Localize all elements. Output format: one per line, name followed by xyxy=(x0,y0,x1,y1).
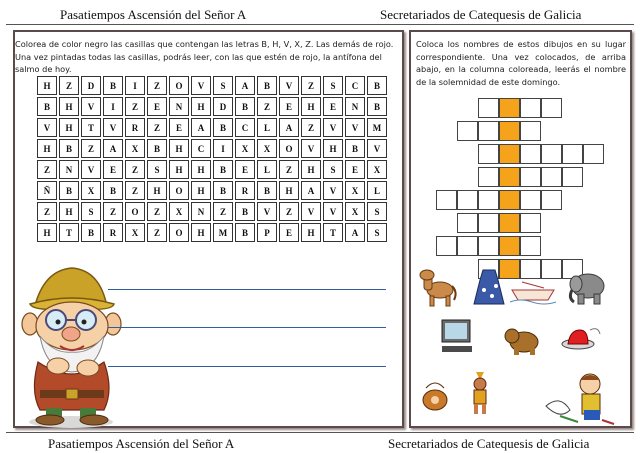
grid-cell[interactable]: Z xyxy=(59,76,79,95)
crossword-cell[interactable] xyxy=(520,144,541,164)
grid-cell[interactable]: Z xyxy=(213,202,233,221)
grid-cell[interactable]: N xyxy=(191,202,211,221)
grid-cell[interactable]: Z xyxy=(37,160,57,179)
grid-cell[interactable]: V xyxy=(103,118,123,137)
grid-cell[interactable]: H xyxy=(191,97,211,116)
grid-cell[interactable]: S xyxy=(367,223,387,242)
grid-cell[interactable]: B xyxy=(81,223,101,242)
grid-cell[interactable]: Z xyxy=(81,139,101,158)
grid-cell[interactable]: V xyxy=(279,76,299,95)
grid-cell[interactable]: Z xyxy=(125,160,145,179)
grid-cell[interactable]: Z xyxy=(147,76,167,95)
crossword-cell[interactable] xyxy=(478,236,499,256)
grid-cell[interactable]: L xyxy=(367,181,387,200)
grid-cell[interactable]: V xyxy=(323,118,343,137)
grid-cell[interactable]: O xyxy=(279,139,299,158)
grid-cell[interactable]: X xyxy=(81,181,101,200)
crossword-cell[interactable] xyxy=(562,144,583,164)
grid-cell[interactable]: Z xyxy=(125,181,145,200)
grid-cell[interactable]: B xyxy=(235,97,255,116)
grid-cell[interactable]: H xyxy=(37,223,57,242)
grid-cell[interactable]: V xyxy=(323,202,343,221)
crossword-instructions: Coloca los nombres de estos dibujos en su lugar correspondiente. Una vez colocados, de arriba abajo, en la columna coloreada, leerás el nombre de la solemnidad de este domingo. xyxy=(416,39,626,87)
grid-cell[interactable]: T xyxy=(323,223,343,242)
grid-cell[interactable]: B xyxy=(345,139,365,158)
grid-cell[interactable]: T xyxy=(81,118,101,137)
grid-cell[interactable]: L xyxy=(257,160,277,179)
grid-cell[interactable]: X xyxy=(257,139,277,158)
grid-row xyxy=(37,118,387,137)
grid-cell[interactable]: X xyxy=(125,223,145,242)
grid-cell[interactable]: R xyxy=(103,223,123,242)
crossword-cell[interactable] xyxy=(478,121,499,141)
grid-cell[interactable]: Z xyxy=(147,118,167,137)
grid-cell[interactable]: B xyxy=(103,76,123,95)
grid-cell[interactable]: Z xyxy=(279,202,299,221)
grid-cell[interactable]: H xyxy=(323,139,343,158)
crossword-cell[interactable] xyxy=(436,236,457,256)
crossword-cell[interactable] xyxy=(583,144,604,164)
grid-row xyxy=(37,160,387,179)
grid-cell[interactable]: V xyxy=(367,139,387,158)
footer-right-title: Secretariados de Catequesis de Galicia xyxy=(388,436,590,451)
grid-cell[interactable]: B xyxy=(257,181,277,200)
grid-cell[interactable]: V xyxy=(301,202,321,221)
grid-cell[interactable]: X xyxy=(367,160,387,179)
elephant-icon xyxy=(566,268,608,306)
grid-cell[interactable]: H xyxy=(191,160,211,179)
grid-cell[interactable]: A xyxy=(191,118,211,137)
grid-cell[interactable]: H xyxy=(59,118,79,137)
page-header xyxy=(0,0,640,26)
grid-cell[interactable]: S xyxy=(323,76,343,95)
letter-grid xyxy=(35,74,389,244)
grid-cell[interactable]: Z xyxy=(125,97,145,116)
grid-cell[interactable]: V xyxy=(301,139,321,158)
grid-row xyxy=(37,97,387,116)
grid-cell[interactable]: X xyxy=(169,202,189,221)
horse-icon xyxy=(418,266,458,308)
grid-cell[interactable]: V xyxy=(37,118,57,137)
answer-line[interactable] xyxy=(108,327,386,328)
grid-cell[interactable]: S xyxy=(367,202,387,221)
bear-icon xyxy=(504,322,540,356)
crossword-cell[interactable] xyxy=(436,190,457,210)
crossword-cell[interactable] xyxy=(562,167,583,187)
grid-cell[interactable]: R xyxy=(235,181,255,200)
grid-cell[interactable]: B xyxy=(367,76,387,95)
grid-cell[interactable]: D xyxy=(213,97,233,116)
footer-left-title: Pasatiempos Ascensión del Señor A xyxy=(48,436,235,451)
grid-cell[interactable]: H xyxy=(147,181,167,200)
crossword-cell[interactable] xyxy=(457,121,478,141)
grid-cell[interactable]: B xyxy=(59,139,79,158)
footer-divider xyxy=(6,432,634,433)
highlight-cell[interactable] xyxy=(499,144,520,164)
crossword-cell[interactable] xyxy=(478,213,499,233)
crossword-cell[interactable] xyxy=(457,236,478,256)
grid-cell[interactable]: P xyxy=(257,223,277,242)
grid-cell[interactable]: B xyxy=(147,139,167,158)
grid-cell[interactable]: B xyxy=(367,97,387,116)
grid-cell[interactable]: S xyxy=(147,160,167,179)
grid-cell[interactable]: S xyxy=(81,202,101,221)
answer-line[interactable] xyxy=(108,289,386,290)
grid-cell[interactable]: H xyxy=(301,223,321,242)
grid-cell[interactable]: H xyxy=(169,160,189,179)
grid-cell[interactable]: H xyxy=(59,202,79,221)
grid-cell[interactable]: O xyxy=(169,223,189,242)
grid-cell[interactable]: H xyxy=(301,97,321,116)
grid-cell[interactable]: E xyxy=(103,160,123,179)
grid-cell[interactable]: X xyxy=(345,202,365,221)
grid-cell[interactable]: R xyxy=(125,118,145,137)
grid-cell[interactable]: A xyxy=(345,223,365,242)
grid-cell[interactable]: A xyxy=(103,139,123,158)
grid-cell[interactable]: O xyxy=(125,202,145,221)
crossword-cell[interactable] xyxy=(541,167,562,187)
crossword-cell[interactable] xyxy=(520,236,541,256)
grid-cell[interactable]: B xyxy=(235,223,255,242)
crossword-cell[interactable] xyxy=(457,213,478,233)
grid-cell[interactable]: H xyxy=(59,97,79,116)
grid-cell[interactable]: X xyxy=(235,139,255,158)
grid-cell[interactable]: I xyxy=(103,97,123,116)
grid-cell[interactable]: S xyxy=(323,160,343,179)
grid-cell[interactable]: A xyxy=(301,181,321,200)
grid-cell[interactable]: S xyxy=(213,76,233,95)
grid-cell[interactable]: V xyxy=(257,202,277,221)
crossword-cell[interactable] xyxy=(478,98,499,118)
grid-cell[interactable]: V xyxy=(323,181,343,200)
computer-icon xyxy=(440,318,474,356)
grid-row xyxy=(37,139,387,158)
grid-cell[interactable]: X xyxy=(125,139,145,158)
grid-cell[interactable]: H xyxy=(301,160,321,179)
grid-cell[interactable]: Z xyxy=(147,202,167,221)
crossword-cell[interactable] xyxy=(520,98,541,118)
indian-figure-icon xyxy=(466,370,494,416)
grid-cell[interactable]: L xyxy=(257,118,277,137)
page-footer xyxy=(0,432,640,453)
grid-cell[interactable]: C xyxy=(191,139,211,158)
grid-cell[interactable]: C xyxy=(345,76,365,95)
grid-cell[interactable]: Z xyxy=(257,97,277,116)
crossword-cell[interactable] xyxy=(457,190,478,210)
grid-cell[interactable]: X xyxy=(345,181,365,200)
crossword-cell[interactable] xyxy=(520,167,541,187)
grid-cell[interactable]: B xyxy=(257,76,277,95)
child-drawing-icon xyxy=(540,370,618,426)
grid-cell[interactable]: N xyxy=(345,97,365,116)
highlight-cell[interactable] xyxy=(499,167,520,187)
crossword-cell[interactable] xyxy=(520,121,541,141)
grid-cell[interactable]: E xyxy=(345,160,365,179)
dwarf-illustration xyxy=(16,262,128,430)
grid-cell[interactable]: B xyxy=(103,181,123,200)
grid-cell[interactable]: V xyxy=(345,118,365,137)
header-left-title: Pasatiempos Ascensión del Señor A xyxy=(60,7,247,22)
grid-row xyxy=(37,223,387,242)
answer-line[interactable] xyxy=(108,366,386,367)
grid-cell[interactable]: H xyxy=(37,76,57,95)
grid-cell[interactable]: Z xyxy=(147,223,167,242)
grid-cell[interactable]: O xyxy=(169,76,189,95)
grid-cell[interactable]: Ñ xyxy=(37,181,57,200)
grid-cell[interactable]: I xyxy=(213,139,233,158)
grid-cell[interactable]: H xyxy=(169,139,189,158)
grid-cell[interactable]: D xyxy=(81,76,101,95)
grid-cell[interactable]: Z xyxy=(301,118,321,137)
word-search-instructions: Colorea de color negro las casillas que contengan las letras B, H, V, X, Z. Las demás de rojo. Una vez pintadas todas las casillas, podrás leer, con las que estén de rojo, la antífona del salmo de hoy. xyxy=(15,39,394,74)
grid-cell[interactable]: B xyxy=(37,97,57,116)
grid-cell[interactable]: H xyxy=(191,223,211,242)
dress-icon xyxy=(472,266,506,308)
grid-cell[interactable]: V xyxy=(81,160,101,179)
grid-cell[interactable]: E xyxy=(147,97,167,116)
crossword-cell[interactable] xyxy=(541,190,562,210)
grid-cell[interactable]: E xyxy=(169,118,189,137)
crossword-cell[interactable] xyxy=(520,190,541,210)
grid-cell[interactable]: A xyxy=(279,118,299,137)
grid-cell[interactable]: Z xyxy=(279,160,299,179)
grid-cell[interactable]: C xyxy=(235,118,255,137)
grid-cell[interactable]: N xyxy=(169,97,189,116)
crossword-cell[interactable] xyxy=(478,144,499,164)
grid-cell[interactable]: H xyxy=(37,139,57,158)
grid-cell[interactable]: B xyxy=(213,181,233,200)
header-divider xyxy=(6,24,634,25)
bag-icon xyxy=(420,378,450,418)
highlight-cell[interactable] xyxy=(499,121,520,141)
grid-cell[interactable]: E xyxy=(235,160,255,179)
grid-cell[interactable]: E xyxy=(323,97,343,116)
crossword-cell[interactable] xyxy=(478,167,499,187)
grid-cell[interactable]: M xyxy=(367,118,387,137)
grid-cell[interactable]: B xyxy=(213,160,233,179)
grid-cell[interactable]: B xyxy=(59,181,79,200)
grid-cell[interactable]: Z xyxy=(301,76,321,95)
grid-row xyxy=(37,76,387,95)
grid-cell[interactable]: T xyxy=(59,223,79,242)
highlight-cell[interactable] xyxy=(499,213,520,233)
grid-cell[interactable]: H xyxy=(191,181,211,200)
grid-cell[interactable]: I xyxy=(125,76,145,95)
highlight-cell[interactable] xyxy=(499,190,520,210)
grid-cell[interactable]: E xyxy=(279,97,299,116)
header-right-title: Secretariados de Catequesis de Galicia xyxy=(380,7,582,22)
grid-cell[interactable]: A xyxy=(235,76,255,95)
grid-cell[interactable]: V xyxy=(81,97,101,116)
grid-cell[interactable]: V xyxy=(191,76,211,95)
crossword-cell[interactable] xyxy=(541,98,562,118)
crossword-cell[interactable] xyxy=(478,190,499,210)
grid-cell[interactable]: H xyxy=(279,181,299,200)
boat-icon xyxy=(508,274,558,306)
crossword-cell[interactable] xyxy=(541,144,562,164)
grid-cell[interactable]: M xyxy=(213,223,233,242)
highlight-cell[interactable] xyxy=(499,98,520,118)
crossword-cell[interactable] xyxy=(520,213,541,233)
grid-cell[interactable]: E xyxy=(279,223,299,242)
grid-cell[interactable]: N xyxy=(59,160,79,179)
grid-row xyxy=(37,181,387,200)
grid-cell[interactable]: Z xyxy=(103,202,123,221)
grid-cell[interactable]: O xyxy=(169,181,189,200)
grid-cell[interactable]: Z xyxy=(37,202,57,221)
grid-cell[interactable]: B xyxy=(213,118,233,137)
grid-row xyxy=(37,202,387,221)
hat-icon xyxy=(558,318,602,358)
grid-cell[interactable]: B xyxy=(235,202,255,221)
highlight-cell[interactable] xyxy=(499,236,520,256)
